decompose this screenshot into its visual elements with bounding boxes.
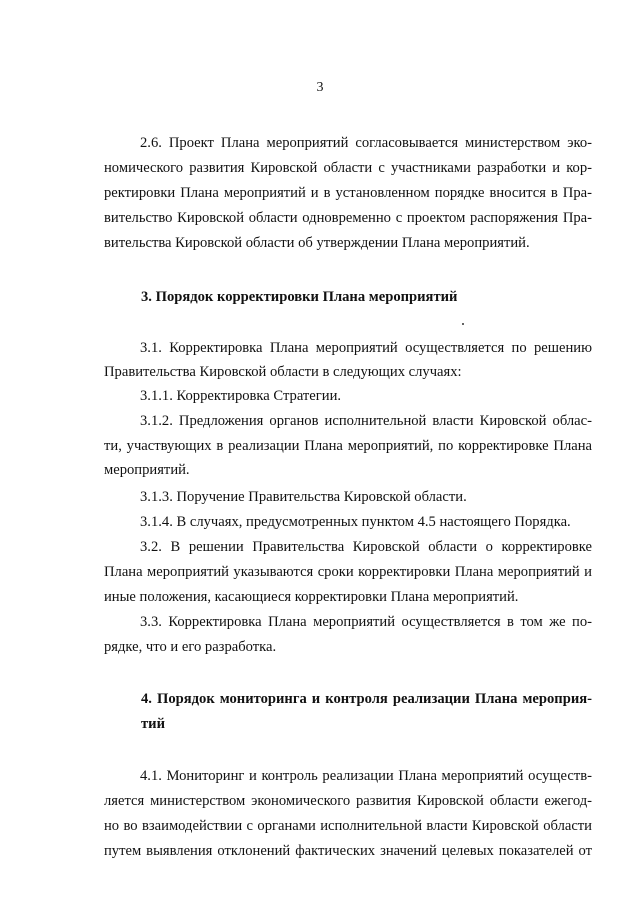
paragraph-2-6-line-1: 2.6. Проект Плана мероприятий согласовывается министерством эко-	[140, 135, 592, 151]
paragraph-4-1-line-3: но во взаимодействии с органами исполнительной власти Кировской области	[104, 818, 592, 834]
paragraph-3-3-line-1: 3.3. Корректировка Плана мероприятий осуществляется в том же по-	[140, 614, 592, 630]
paragraph-3-2-line-1: 3.2. В решении Правительства Кировской области о корректировке	[140, 539, 592, 555]
section-4-heading-line-1: 4. Порядок мониторинга и контроля реализации Плана мероприя-	[141, 691, 592, 707]
paragraph-4-1-line-2: ляется министерством экономического развития Кировской области ежегод-	[104, 793, 592, 809]
section-4-heading-line-2: тий	[141, 716, 165, 732]
section-3-heading: 3. Порядок корректировки Плана мероприятий	[141, 289, 458, 305]
paragraph-2-6-line-4: вительство Кировской области одновременно с проектом распоряжения Пра-	[104, 210, 592, 226]
paragraph-3-2-line-2: Плана мероприятий указываются сроки корректировки Плана мероприятий и	[104, 564, 592, 580]
paragraph-4-1-line-1: 4.1. Мониторинг и контроль реализации Плана мероприятий осуществ-	[140, 768, 592, 784]
item-3-1-2-line-1: 3.1.2. Предложения органов исполнительной власти Кировской облас-	[140, 413, 592, 429]
paragraph-3-1-line-1: 3.1. Корректировка Плана мероприятий осуществляется по решению	[140, 340, 592, 356]
paragraph-3-2-line-3: иные положения, касающиеся корректировки Плана мероприятий.	[104, 589, 519, 605]
paragraph-2-6-line-5: вительства Кировской области об утверждении Плана мероприятий.	[104, 235, 530, 251]
scan-speck	[462, 323, 464, 325]
paragraph-4-1-line-4: путем выявления отклонений фактических значений целевых показателей от	[104, 843, 592, 859]
paragraph-3-1-line-2: Правительства Кировской области в следующих случаях:	[104, 364, 462, 380]
item-3-1-2-line-3: мероприятий.	[104, 462, 190, 478]
item-3-1-1: 3.1.1. Корректировка Стратегии.	[140, 388, 342, 404]
paragraph-3-3-line-2: рядке, что и его разработка.	[104, 639, 277, 655]
item-3-1-4: 3.1.4. В случаях, предусмотренных пунктом 4.5 настоящего Порядка.	[140, 514, 571, 530]
paragraph-2-6-line-3: ректировки Плана мероприятий и в установленном порядке вносится в Пра-	[104, 185, 592, 201]
paragraph-2-6-line-2: номического развития Кировской области с участниками разработки и кор-	[104, 160, 592, 176]
item-3-1-3: 3.1.3. Поручение Правительства Кировской области.	[140, 489, 467, 505]
item-3-1-2-line-2: ти, участвующих в реализации Плана мероприятий, по корректировке Плана	[104, 438, 592, 454]
page-number: 3	[316, 80, 324, 95]
